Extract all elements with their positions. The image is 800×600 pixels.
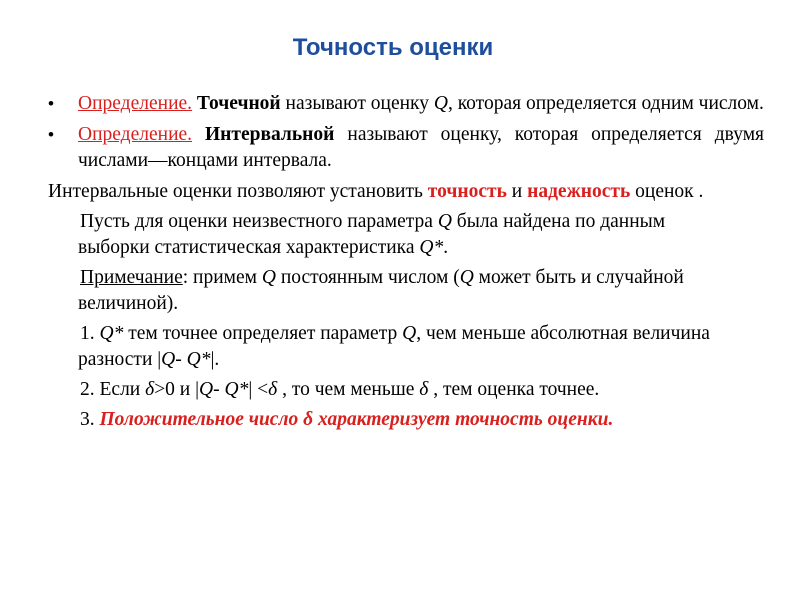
paragraph-point-2 (48, 377, 738, 403)
let-text: Пусть для оценки неизвестного параметра (80, 211, 438, 232)
point-text-4: |. (210, 349, 220, 370)
symbol-qstar: Q* (419, 237, 444, 258)
symbol-delta: δ (303, 409, 314, 430)
point-number: 1. (80, 323, 100, 344)
symbol-delta: δ (268, 379, 278, 400)
note-text-2: постоянным числом ( (275, 267, 460, 288)
highlight-reliability: надежность (527, 181, 631, 202)
definition-term: Интервальной (205, 124, 335, 145)
definition-label: Определение. (78, 124, 193, 145)
symbol-q: Q (459, 267, 474, 288)
let-text-3: . (443, 237, 449, 258)
intro-and: и (506, 181, 528, 202)
symbol-q: Q (261, 267, 276, 288)
paragraph-note (48, 265, 738, 317)
definition-text-end: , которая определяется одним числом. (447, 93, 764, 114)
bullet-dot-icon: • (48, 125, 54, 144)
point-text: >0 и | (154, 379, 200, 400)
paragraph-let (48, 209, 738, 261)
note-text-3: может быть и случайной величиной). (78, 267, 684, 314)
bullet-definition-point (48, 91, 764, 117)
symbol-q: Q (199, 379, 214, 400)
point-text-2: , чем меньше абсолютная величина разности | (78, 323, 710, 370)
note-text: : примем (182, 267, 262, 288)
point-text-4: , то чем меньше (277, 379, 420, 400)
point-text-5: , тем оценка точнее. (428, 379, 600, 400)
point-text: тем точнее определяет параметр (123, 323, 403, 344)
point-text-3: | < (248, 379, 269, 400)
point-number: 3. (80, 409, 100, 430)
point-text-3: - (175, 349, 187, 370)
definition-text: называют оценку, которая определяется двумя числами—концами интервала. (78, 124, 765, 171)
definition-text: называют оценку (285, 93, 434, 114)
symbol-q: Q (161, 349, 176, 370)
symbol-q: Q (437, 211, 452, 232)
point-number: 2. Если (80, 379, 146, 400)
slide-title: Точность оценки (292, 34, 494, 61)
symbol-q: Q (433, 93, 448, 114)
intro-end: оценок . (630, 181, 704, 202)
intro-paragraph (48, 179, 764, 205)
point-3-text: Положительное число (99, 409, 304, 430)
paragraph-point-1 (48, 321, 738, 373)
symbol-delta: δ (145, 379, 155, 400)
bullet-definition-interval (48, 122, 764, 174)
point-3-text-2: характеризует точность оценки. (313, 409, 614, 430)
symbol-delta: δ (419, 379, 429, 400)
definition-term: Точечной (196, 93, 281, 114)
symbol-q: Q (402, 323, 417, 344)
symbol-qstar: Q* (224, 379, 249, 400)
point-text-2: - (213, 379, 225, 400)
let-text-2: была найдена по данным выборки статистическая характеристика (78, 211, 666, 258)
paragraph-point-3 (48, 407, 738, 433)
bullet-dot-icon: • (48, 94, 54, 113)
intro-text: Интервальные оценки позволяют установить (48, 181, 428, 202)
highlight-accuracy: точность (427, 181, 507, 202)
definition-label: Определение. (78, 93, 193, 114)
slide-content (48, 91, 764, 437)
symbol-qstar: Q* (186, 349, 211, 370)
symbol-qstar: Q* (99, 323, 124, 344)
note-label: Примечание (80, 267, 183, 288)
